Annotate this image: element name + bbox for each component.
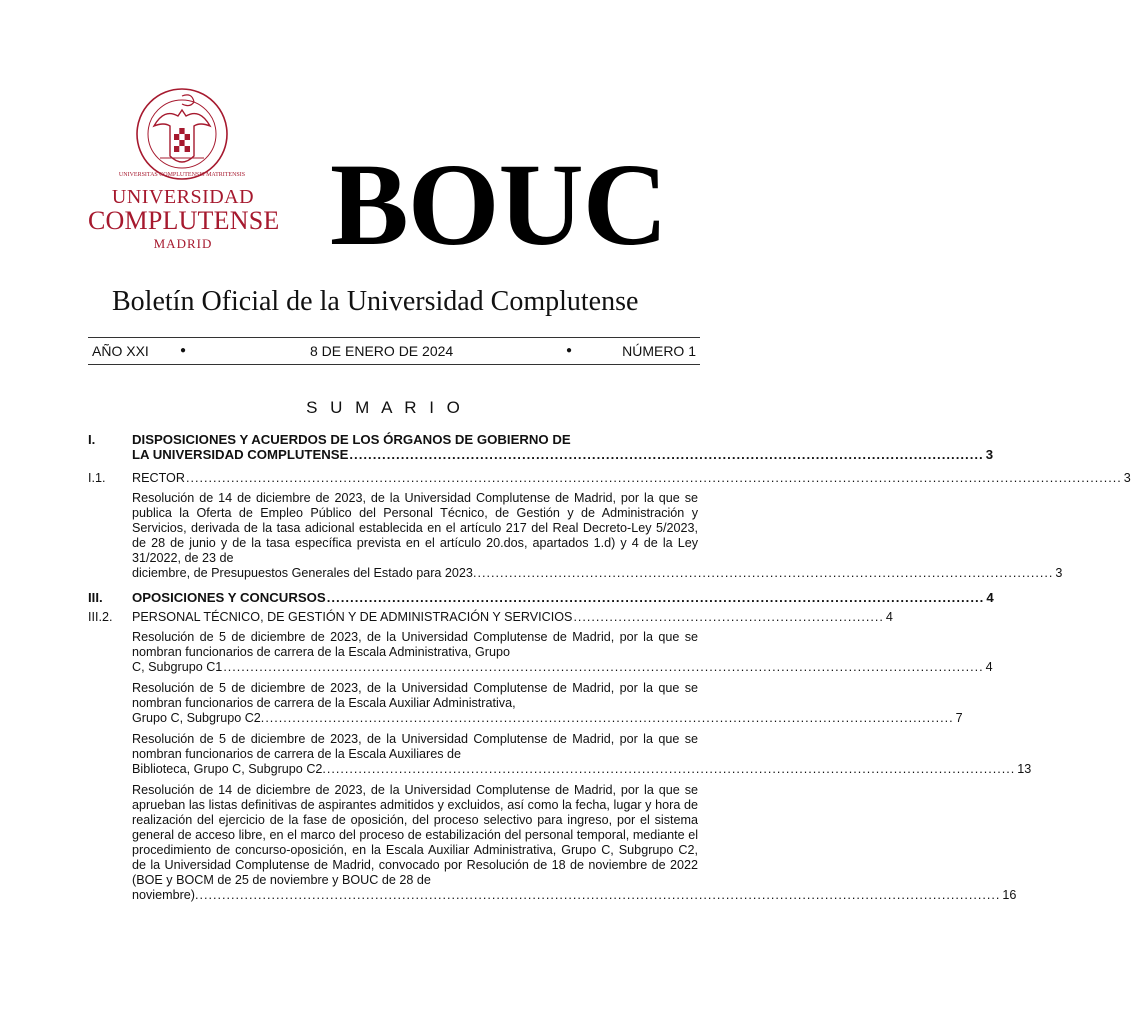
leader-dots: ......................................................................................................................................................................... [223,660,984,674]
section-number: III.2. [88,610,113,624]
section-number: I. [88,432,96,447]
logo-line-1: UNIVERSIDAD [111,186,255,208]
entry-text: Resolución de 5 de diciembre de 2023, de la Universidad Complutense de Madrid, por la que se nombran funcionarios de carrera de la Escala Auxiliar Administrativa, [132,681,698,710]
leader-dots: ................................................................................................................................................................................................................ [185,471,1122,485]
page-number: 7 [955,711,963,725]
section-title: OPOSICIONES Y CONCURSOS [132,590,326,605]
section-number: III. [88,590,103,605]
leader-dots: ............................................................................................................................................. [326,590,985,605]
entry-text: Resolución de 5 de diciembre de 2023, de la Universidad Complutense de Madrid, por la que se nombran funcionarios de carrera de la Escala Administrativa, Grupo [132,630,698,659]
leader-dots: .................................................................................................................................................................................. [199,888,1001,902]
entry-text: Resolución de 14 de diciembre de 2023, de la Universidad Complutense de Madrid, por la que se publica la Oferta de Empleo Público del Personal Técnico, de Gestión y de Administración y Servicios, derivada de la tasa adicional establecida en el artículo 217 del Real Decreto-Ley 5/2023, de 28 de junio y de la tasa específica prevista en el artículo 20.dos, apartados 1.d) y 4 de la Ley 31/2022, de 23 de [132,491,698,565]
entry-text-last: diciembre, de Presupuestos Generales del Estado para 2023. [132,566,477,580]
page-number: 13 [1017,762,1032,776]
svg-text:UNIVERSITAS COMPLUTENSIS MATRI: UNIVERSITAS COMPLUTENSIS MATRITENSIS [118,172,246,178]
subsection-title: PERSONAL TÉCNICO, DE GESTIÓN Y DE ADMINISTRACIÓN Y SERVICIOS [132,610,573,624]
university-seal-icon [118,86,246,182]
page-number: 4 [985,660,993,674]
subsection-title: RECTOR [132,471,185,485]
page-number: 4 [885,610,893,624]
logo-line-3: MADRID [153,236,213,251]
entry-text-last: noviembre). [132,888,199,902]
summary-heading: S U M A R I O [306,398,464,417]
entry-text-last: Grupo C, Subgrupo C2. [132,711,265,725]
leader-dots: ......................................................................................................................................................... [265,711,954,725]
leader-dots: ................................................................................................................................ [477,566,1054,580]
leader-dots: ........................................................................................................................................ [349,447,984,462]
bullet-separator: ● [180,345,187,356]
section-title-line1: DISPOSICIONES Y ACUERDOS DE LOS ÓRGANOS DE GOBIERNO DE [132,432,571,447]
entry-text-last: C, Subgrupo C1 [132,660,223,674]
section-title-line2: LA UNIVERSIDAD COMPLUTENSE [132,447,349,462]
page-number: 4 [986,590,994,605]
page-number: 3 [1055,566,1063,580]
bullet-separator: ● [566,345,573,356]
entry-text-last: Biblioteca, Grupo C, Subgrupo C2. [132,762,326,776]
issue-band [88,337,700,365]
page-number: 3 [1123,471,1131,485]
page-number: 16 [1002,888,1017,902]
logo-line-2: COMPLUTENSE [88,206,280,235]
header [0,0,770,317]
entry-text: Resolución de 14 de diciembre de 2023, de la Universidad Complutense de Madrid, por la que se aprueban las listas definitivas de aspirantes admitidos y excluidos, así como la fecha, lugar y hora de realización del ejercicio de la fase de oposición, del proceso selectivo para ingreso, por el sistema general de acceso libre, en el marco del proceso de estabilización del personal temporal, mediante el procedimiento de concurso-oposición, en la Escala Auxiliar Administrativa, Grupo C, Subgrupo C2, de la Universidad Complutense de Madrid, convocado por Resolución de 18 de noviembre de 2022 (BOE y BOCM de 25 de noviembre y BOUC de 28 de [132,783,698,887]
entry-text: Resolución de 5 de diciembre de 2023, de la Universidad Complutense de Madrid, por la que se nombran funcionarios de carrera de la Escala Auxiliares de [132,732,698,761]
section-number: I.1. [88,471,106,485]
issue-date: 8 DE ENERO DE 2024 [310,343,454,359]
issue-number: NÚMERO 1 [622,343,696,359]
bulletin-title: Boletín Oficial de la Universidad Complutense [112,286,639,317]
masthead: BOUC [330,139,667,270]
leader-dots: ......................................................................................................................................................... [326,762,1016,776]
issue-year: AÑO XXI [92,343,149,359]
leader-dots: ..................................................................... [573,610,884,624]
page-number: 3 [985,447,994,462]
university-logo [88,86,278,254]
